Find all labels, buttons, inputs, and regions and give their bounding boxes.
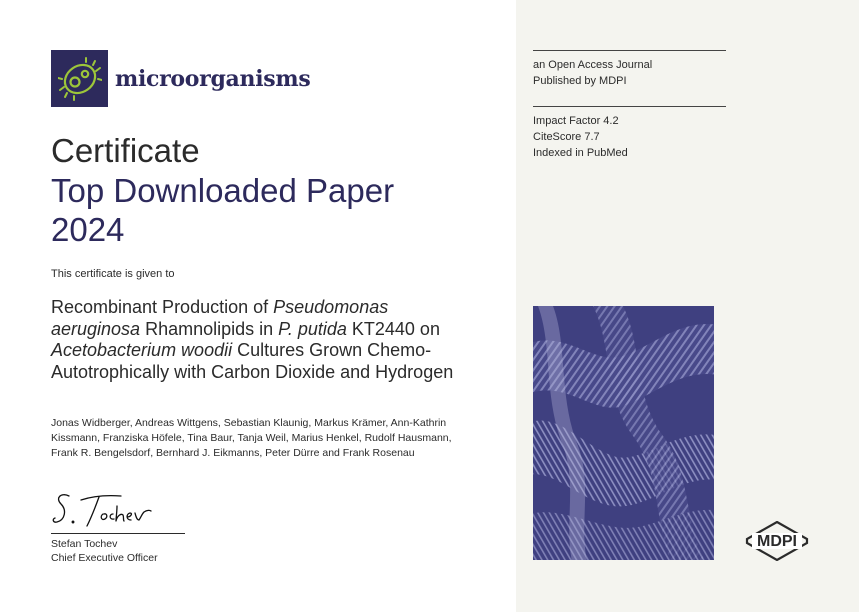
impact-factor: Impact Factor 4.2 [533,115,619,127]
paper-title-part-italic: Acetobacterium woodii [51,340,233,360]
signature-image [51,488,161,532]
award-title-line-2: 2024 [51,211,125,248]
certificate-title: Certificate [51,132,200,169]
paper-authors: Jonas Widberger, Andreas Wittgens, Sebastian Klaunig, Markus Krämer, Ann-Kathrin Kissmann, Franziska Höfele, Tina Baur, Tanja Weil, Marius Henkel, Rudolf Hausmann, Frank R. Bengelsdorf, Bernhard J. Eikmanns, Peter Dürre and Frank Rosenau [51,417,452,459]
signature-line [51,533,185,534]
cover-image [533,306,714,560]
mdpi-logo [744,521,810,561]
divider [533,50,726,51]
award-title-line-1: Top Downloaded Paper [51,172,395,209]
signer-name: Stefan Tochev [51,538,118,550]
citescore: CiteScore 7.7 [533,131,600,143]
paper-title-part: KT2440 on [346,318,440,339]
paper-title-part: Rhamnolipids in [140,318,279,339]
signer-role: Chief Executive Officer [51,552,158,564]
microorganism-icon [58,57,102,101]
open-access-label: an Open Access Journal [533,59,653,71]
divider [533,106,726,107]
paper-title [51,297,471,383]
paper-title-part-italic: P. putida [278,318,347,339]
paper-title-part: Cultures Grown Chemo-Autotrophically with Carbon Dioxide and Hydrogen [51,340,454,382]
paper-title-part-italic: Pseudomonas aeruginosa [51,297,389,339]
mdpi-logo-text: MDPI [757,533,797,550]
award-title [51,171,481,249]
publisher-label: Published by MDPI [533,75,627,87]
journal-name: microorganisms [115,66,311,92]
paper-title-part: Recombinant Production of [51,297,274,317]
indexing-info: Indexed in PubMed [533,147,628,159]
given-to-text: This certificate is given to [51,268,175,280]
journal-logo [51,50,108,107]
